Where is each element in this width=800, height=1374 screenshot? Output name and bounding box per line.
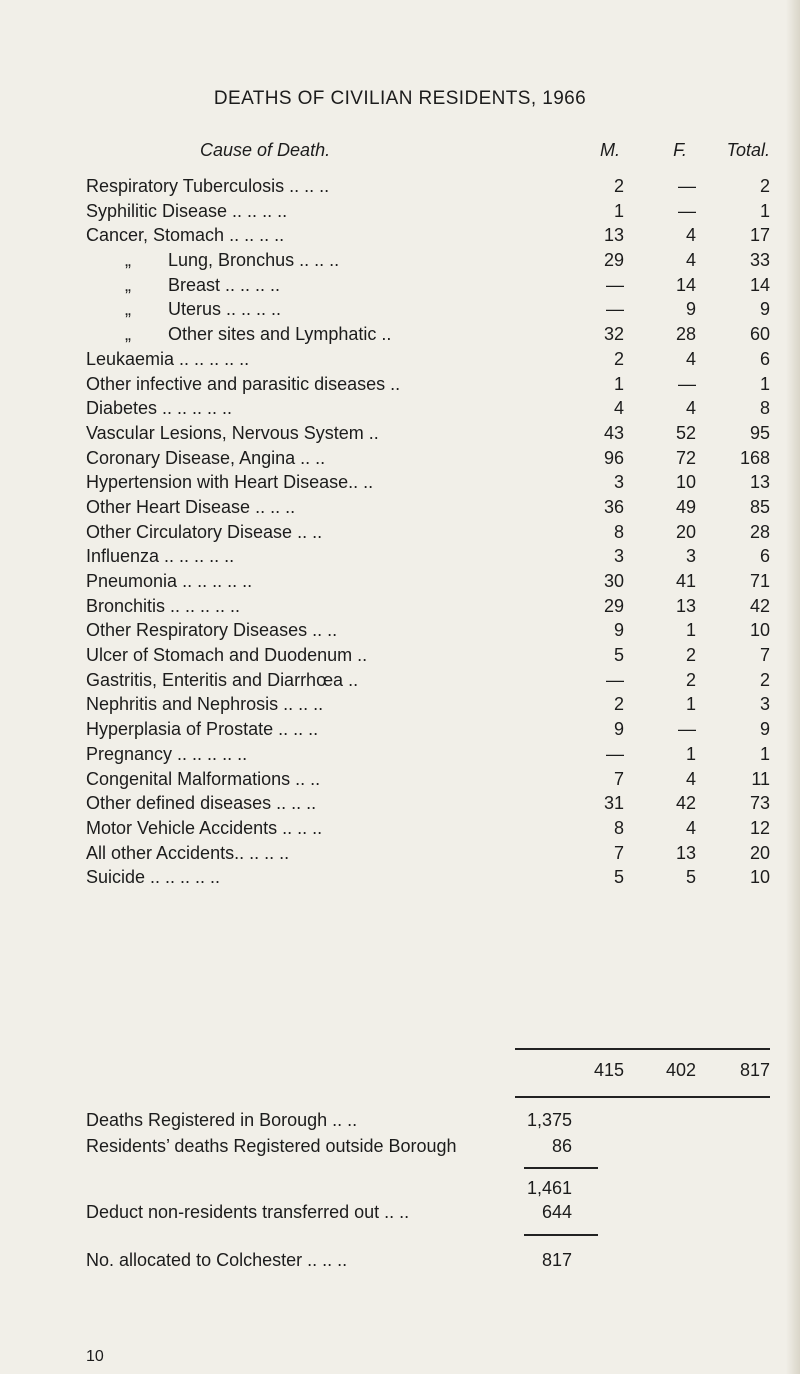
ditto-mark: „ bbox=[125, 324, 131, 345]
table-row bbox=[0, 818, 800, 843]
table-row bbox=[0, 275, 800, 300]
table-row bbox=[0, 793, 800, 818]
total-count: 7 bbox=[759, 645, 770, 666]
cause-label: Leukaemia .. .. .. .. .. bbox=[86, 348, 250, 369]
total-count: 10 bbox=[749, 867, 770, 888]
totals-bottom-rule bbox=[515, 1096, 770, 1098]
female-count: 42 bbox=[675, 793, 696, 814]
male-count: 7 bbox=[613, 768, 624, 789]
table-row bbox=[0, 694, 800, 719]
cause-label: Syphilitic Disease .. .. .. .. bbox=[86, 200, 288, 221]
page-number: 10 bbox=[86, 1348, 104, 1365]
female-count: 4 bbox=[685, 348, 696, 369]
table-row bbox=[0, 670, 800, 695]
summary-rule-2 bbox=[524, 1234, 598, 1236]
female-count: 4 bbox=[685, 398, 696, 419]
total-all: 817 bbox=[739, 1060, 770, 1080]
table-row bbox=[0, 497, 800, 522]
male-count: 3 bbox=[613, 546, 624, 567]
female-count: 1 bbox=[685, 620, 696, 641]
female-count: 1 bbox=[685, 694, 696, 715]
female-count: 5 bbox=[685, 867, 696, 888]
female-count: 9 bbox=[685, 299, 696, 320]
male-count: 13 bbox=[603, 225, 624, 246]
male-count: 2 bbox=[613, 176, 624, 196]
header-cause: Cause of Death. bbox=[200, 140, 331, 160]
total-count: 14 bbox=[749, 274, 770, 295]
female-count: 13 bbox=[675, 842, 696, 863]
female-count: 13 bbox=[675, 595, 696, 616]
total-count: 2 bbox=[759, 669, 770, 690]
total-count: 33 bbox=[749, 250, 770, 271]
male-count: 31 bbox=[603, 793, 624, 814]
summary-subtotal-value: 1,461 bbox=[526, 1178, 572, 1198]
male-count: 32 bbox=[603, 324, 624, 345]
table-row bbox=[0, 448, 800, 473]
male-count: 8 bbox=[613, 817, 624, 838]
cause-label: Pregnancy .. .. .. .. .. bbox=[86, 743, 248, 764]
female-count: 3 bbox=[685, 546, 696, 567]
deaths-table bbox=[0, 176, 800, 892]
table-row bbox=[0, 225, 800, 250]
page-title: DEATHS OF CIVILIAN RESIDENTS, 1966 bbox=[213, 88, 587, 109]
cause-label: Motor Vehicle Accidents .. .. .. bbox=[86, 817, 323, 838]
female-count: 4 bbox=[685, 817, 696, 838]
table-row bbox=[0, 571, 800, 596]
table-row bbox=[0, 596, 800, 621]
ditto-mark: „ bbox=[125, 274, 131, 295]
male-count: 30 bbox=[603, 571, 624, 591]
female-count: 72 bbox=[675, 447, 696, 468]
male-count: 4 bbox=[613, 398, 624, 419]
cause-label: Other infective and parasitic diseases .. bbox=[86, 373, 401, 394]
table-row bbox=[0, 250, 800, 275]
total-count: 85 bbox=[749, 496, 770, 517]
total-count: 6 bbox=[759, 546, 770, 567]
cause-label: Diabetes .. .. .. .. .. bbox=[86, 398, 233, 419]
female-count: — bbox=[678, 373, 696, 394]
cause-label: Lung, Bronchus .. .. .. bbox=[168, 250, 340, 271]
total-count: 71 bbox=[749, 571, 770, 591]
cause-label: Congenital Malformations .. .. bbox=[86, 768, 321, 789]
female-count: 49 bbox=[675, 496, 696, 517]
cause-label: Vascular Lesions, Nervous System .. bbox=[86, 422, 379, 443]
total-count: 17 bbox=[749, 225, 770, 246]
summary-registered bbox=[0, 1110, 800, 1134]
cause-label: Gastritis, Enteritis and Diarrhœa .. bbox=[86, 669, 359, 690]
cause-label: All other Accidents.. .. .. .. bbox=[86, 842, 290, 863]
summary-allocated bbox=[0, 1250, 800, 1274]
total-count: 9 bbox=[759, 299, 770, 320]
total-count: 3 bbox=[759, 694, 770, 715]
summary-deduct-value: 644 bbox=[541, 1202, 572, 1222]
table-row bbox=[0, 546, 800, 571]
female-count: — bbox=[678, 719, 696, 740]
cause-label: Nephritis and Nephrosis .. .. .. bbox=[86, 694, 324, 715]
total-female: 402 bbox=[665, 1060, 696, 1080]
table-row bbox=[0, 398, 800, 423]
cause-label: Other Circulatory Disease .. .. bbox=[86, 521, 323, 542]
total-count: 168 bbox=[739, 447, 770, 468]
total-count: 10 bbox=[749, 620, 770, 641]
total-count: 12 bbox=[749, 817, 770, 838]
summary-allocated-label: No. allocated to Colchester .. .. .. bbox=[86, 1250, 348, 1270]
cause-label: Other Heart Disease .. .. .. bbox=[86, 496, 296, 517]
totals-rule bbox=[515, 1048, 770, 1050]
summary-rule-1 bbox=[524, 1167, 598, 1169]
cause-label: Pneumonia .. .. .. .. .. bbox=[86, 571, 253, 591]
summary-allocated-value: 817 bbox=[541, 1250, 572, 1270]
male-count: 1 bbox=[613, 200, 624, 221]
total-male: 415 bbox=[593, 1060, 624, 1080]
male-count: 8 bbox=[613, 521, 624, 542]
cause-label: Breast .. .. .. .. bbox=[168, 274, 281, 295]
male-count: 1 bbox=[613, 373, 624, 394]
female-count: 2 bbox=[685, 645, 696, 666]
total-count: 2 bbox=[759, 176, 770, 196]
ditto-mark: „ bbox=[125, 250, 131, 271]
table-row bbox=[0, 620, 800, 645]
female-count: 4 bbox=[685, 250, 696, 271]
cause-label: Cancer, Stomach .. .. .. .. bbox=[86, 225, 285, 246]
cause-label: Other defined diseases .. .. .. bbox=[86, 793, 317, 814]
male-count: — bbox=[606, 274, 624, 295]
male-count: 96 bbox=[603, 447, 624, 468]
table-row bbox=[0, 423, 800, 448]
summary-outside bbox=[0, 1136, 800, 1160]
female-count: — bbox=[678, 176, 696, 196]
female-count: 4 bbox=[685, 225, 696, 246]
cause-label: Hyperplasia of Prostate .. .. .. bbox=[86, 719, 319, 740]
summary-registered-value: 1,375 bbox=[526, 1110, 572, 1130]
ditto-mark: „ bbox=[125, 299, 131, 320]
male-count: — bbox=[606, 299, 624, 320]
total-count: 60 bbox=[749, 324, 770, 345]
table-row bbox=[0, 324, 800, 349]
table-row bbox=[0, 201, 800, 226]
male-count: 5 bbox=[613, 867, 624, 888]
total-count: 11 bbox=[751, 768, 770, 789]
female-count: 28 bbox=[675, 324, 696, 345]
total-count: 73 bbox=[749, 793, 770, 814]
total-count: 8 bbox=[759, 398, 770, 419]
summary-registered-label: Deaths Registered in Borough .. .. bbox=[86, 1110, 358, 1130]
total-count: 1 bbox=[759, 743, 770, 764]
cause-label: Coronary Disease, Angina .. .. bbox=[86, 447, 326, 468]
header-female: F. bbox=[673, 140, 687, 160]
table-row bbox=[0, 867, 800, 892]
female-count: 41 bbox=[675, 571, 696, 591]
male-count: 2 bbox=[613, 348, 624, 369]
cause-label: Bronchitis .. .. .. .. .. bbox=[86, 595, 241, 616]
total-count: 28 bbox=[749, 521, 770, 542]
female-count: 52 bbox=[675, 422, 696, 443]
summary-subtotal bbox=[0, 1178, 800, 1202]
male-count: — bbox=[606, 743, 624, 764]
cause-label: Other Respiratory Diseases .. .. bbox=[86, 620, 338, 641]
summary-deduct-label: Deduct non-residents transferred out .. .. bbox=[86, 1202, 410, 1222]
cause-label: Suicide .. .. .. .. .. bbox=[86, 867, 221, 888]
female-count: 14 bbox=[675, 274, 696, 295]
female-count: 1 bbox=[685, 743, 696, 764]
male-count: 29 bbox=[603, 595, 624, 616]
table-row bbox=[0, 645, 800, 670]
total-count: 95 bbox=[749, 422, 770, 443]
total-count: 13 bbox=[749, 472, 770, 493]
cause-label: Other sites and Lymphatic .. bbox=[168, 324, 392, 345]
male-count: — bbox=[606, 669, 624, 690]
female-count: 20 bbox=[675, 521, 696, 542]
female-count: 4 bbox=[685, 768, 696, 789]
table-row bbox=[0, 299, 800, 324]
summary-deduct bbox=[0, 1202, 800, 1226]
table-row bbox=[0, 176, 800, 201]
cause-label: Influenza .. .. .. .. .. bbox=[86, 546, 235, 567]
cause-label: Uterus .. .. .. .. bbox=[168, 299, 282, 320]
header-male: M. bbox=[600, 140, 620, 160]
male-count: 43 bbox=[603, 422, 624, 443]
male-count: 36 bbox=[603, 496, 624, 517]
summary-outside-label: Residents’ deaths Registered outside Borough bbox=[86, 1136, 457, 1156]
male-count: 9 bbox=[613, 620, 624, 641]
header-total: Total. bbox=[726, 140, 770, 160]
female-count: 2 bbox=[685, 669, 696, 690]
cause-label: Hypertension with Heart Disease.. .. bbox=[86, 472, 374, 493]
female-count: 10 bbox=[675, 472, 696, 493]
female-count: — bbox=[678, 200, 696, 221]
male-count: 3 bbox=[613, 472, 624, 493]
table-row bbox=[0, 472, 800, 497]
table-row bbox=[0, 744, 800, 769]
table-row bbox=[0, 843, 800, 868]
table-row bbox=[0, 522, 800, 547]
total-count: 9 bbox=[759, 719, 770, 740]
male-count: 2 bbox=[613, 694, 624, 715]
male-count: 9 bbox=[613, 719, 624, 740]
table-row bbox=[0, 719, 800, 744]
total-count: 6 bbox=[759, 348, 770, 369]
total-count: 42 bbox=[749, 595, 770, 616]
total-count: 20 bbox=[749, 842, 770, 863]
male-count: 5 bbox=[613, 645, 624, 666]
cause-label: Respiratory Tuberculosis .. .. .. bbox=[86, 176, 330, 196]
male-count: 7 bbox=[613, 842, 624, 863]
cause-label: Ulcer of Stomach and Duodenum .. bbox=[86, 645, 368, 666]
male-count: 29 bbox=[603, 250, 624, 271]
table-row bbox=[0, 374, 800, 399]
table-row bbox=[0, 769, 800, 794]
summary-outside-value: 86 bbox=[551, 1136, 572, 1156]
table-row bbox=[0, 349, 800, 374]
total-count: 1 bbox=[759, 373, 770, 394]
total-count: 1 bbox=[759, 200, 770, 221]
totals-row bbox=[0, 1060, 800, 1084]
